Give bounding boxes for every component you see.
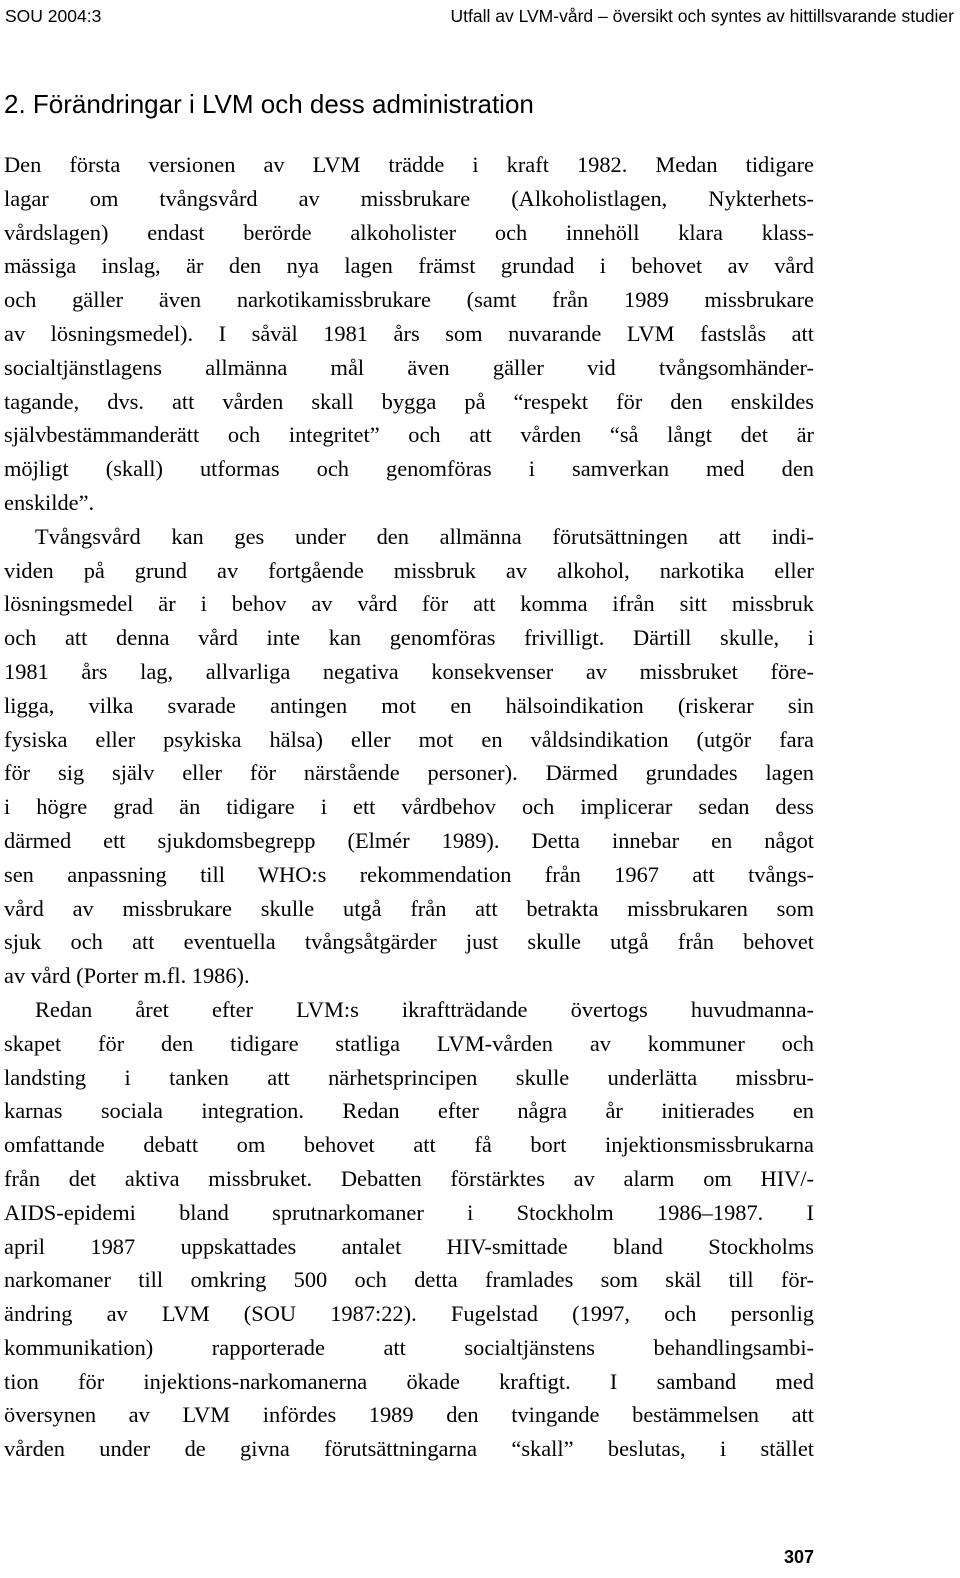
body-text	[4, 148, 814, 1466]
text-line: narkomaner till omkring 500 och detta framlades som skäl till för-	[4, 1267, 814, 1293]
text-line: Den första versionen av LVM trädde i kraft 1982. Medan tidigare	[4, 152, 814, 177]
text-line: omfattande debatt om behovet att få bort injektionsmissbrukarna	[4, 1132, 814, 1158]
section-heading: 2. Förändringar i LVM och dess administration	[4, 89, 534, 119]
text-line: i högre grad än tidigare i ett vårdbehov och implicerar sedan dess	[4, 794, 814, 820]
text-line: 1981 års lag, allvarliga negativa konsekvenser av missbruket före-	[4, 658, 814, 684]
text-line: lagar om tvångsvård av missbrukare (Alkoholistlagen, Nykterhets-	[4, 185, 814, 211]
text-line: april 1987 uppskattades antalet HIV-smittade bland Stockholms	[4, 1233, 814, 1259]
text-line: ändring av LVM (SOU 1987:22). Fugelstad (1997, och personlig	[4, 1301, 814, 1327]
text-line: ligga, vilka svarade antingen mot en hälsoindikation (riskerar sin	[4, 692, 814, 718]
text-line: socialtjänstlagens allmänna mål även gäller vid tvångsomhänder-	[4, 354, 814, 380]
text-line: viden på grund av fortgående missbruk av alkohol, narkotika eller	[4, 557, 814, 583]
text-line: av lösningsmedel). I såväl 1981 års som nuvarande LVM fastslås att	[4, 320, 814, 346]
text-line: av vård (Porter m.fl. 1986).	[4, 963, 250, 989]
paragraph-first-line: Tvångsvård kan ges under den allmänna förutsättningen att indi-	[35, 523, 814, 549]
text-line: vård av missbrukare skulle utgå från att betrakta missbrukaren som	[4, 895, 814, 921]
text-line: möjligt (skall) utformas och genomföras i samverkan med den	[4, 456, 814, 482]
text-line: vården under de givna förutsättningarna “skall” beslutas, i stället	[4, 1436, 814, 1462]
text-line: från det aktiva missbruket. Debatten förstärktes av alarm om HIV/-	[4, 1165, 814, 1191]
text-line: självbestämmanderätt och integritet” och att vården “så långt det är	[4, 422, 814, 448]
text-line: enskilde”.	[4, 489, 95, 515]
text-line: och gäller även narkotikamissbrukare (samt från 1989 missbrukare	[4, 287, 814, 313]
text-line: AIDS-epidemi bland sprutnarkomaner i Stockholm 1986–1987. I	[4, 1199, 814, 1225]
text-line: vårdslagen) endast berörde alkoholister och innehöll klara klass-	[4, 219, 814, 245]
text-line: skapet för den tidigare statliga LVM-vården av kommuner och	[4, 1030, 814, 1056]
header-report-title: Utfall av LVM-vård – översikt och syntes av hittillsvarande studier	[450, 6, 954, 26]
text-line: tagande, dvs. att vården skall bygga på “respekt för den enskildes	[4, 388, 814, 414]
running-header	[5, 4, 954, 28]
text-line: för sig själv eller för närstående personer). Därmed grundades lagen	[4, 760, 814, 786]
text-line: landsting i tanken att närhetsprincipen skulle underlätta missbru-	[4, 1064, 814, 1090]
page-number: 307	[783, 1547, 814, 1567]
text-line: lösningsmedel är i behov av vård för att komma ifrån sitt missbruk	[4, 591, 814, 617]
header-document-id: SOU 2004:3	[5, 6, 102, 26]
text-line: tion för injektions-narkomanerna ökade kraftigt. I samband med	[4, 1368, 814, 1394]
text-line: mässiga inslag, är den nya lagen främst grundad i behovet av vård	[4, 253, 814, 279]
text-line: sen anpassning till WHO:s rekommendation från 1967 att tvångs-	[4, 861, 814, 887]
text-line: översynen av LVM infördes 1989 den tvingande bestämmelsen att	[4, 1402, 814, 1428]
text-line: fysiska eller psykiska hälsa) eller mot en våldsindikation (utgör fara	[4, 726, 814, 752]
text-line: därmed ett sjukdomsbegrepp (Elmér 1989). Detta innebar en något	[4, 827, 814, 853]
text-line: karnas sociala integration. Redan efter några år initierades en	[4, 1098, 814, 1124]
text-line: kommunikation) rapporterade att socialtjänstens behandlingsambi-	[4, 1334, 814, 1360]
text-line: sjuk och att eventuella tvångsåtgärder just skulle utgå från behovet	[4, 929, 814, 955]
text-line: och att denna vård inte kan genomföras frivilligt. Därtill skulle, i	[4, 625, 814, 651]
paragraph-first-line: Redan året efter LVM:s ikraftträdande övertogs huvudmanna-	[35, 996, 814, 1022]
